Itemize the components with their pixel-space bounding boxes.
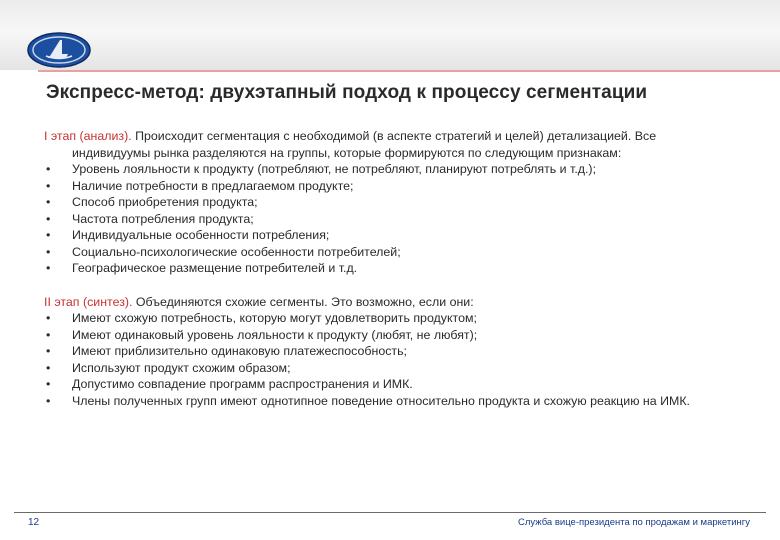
list-item: • Имеют схожую потребность, которую могут удовлетворить продуктом;	[44, 310, 734, 327]
page-number: 12	[28, 517, 40, 528]
stage2-label: II этап (синтез).	[44, 294, 133, 309]
stage1-label: I этап (анализ).	[44, 129, 132, 143]
list-item: • Частота потребления продукта;	[44, 211, 734, 228]
footer-divider	[14, 512, 766, 513]
stage1-intro	[44, 128, 734, 161]
title-divider	[38, 70, 780, 72]
list-item: • Индивидуальные особенности потребления;	[44, 227, 734, 244]
stage1-list	[44, 161, 734, 277]
list-item: • Допустимо совпадение программ распространения и ИМК.	[44, 376, 734, 393]
list-item: • Социально-психологические особенности потребителей;	[44, 244, 734, 261]
footer-department: Служба вице-президента по продажам и маркетингу	[517, 517, 750, 528]
stage2-intro	[44, 294, 734, 311]
page-title: Экспресс-метод: двухэтапный подход к процессу сегментации	[46, 82, 648, 103]
list-item: • Имеют приблизительно одинаковую платежеспособность;	[44, 343, 734, 360]
list-item: • Географическое размещение потребителей и т.д.	[44, 260, 734, 277]
list-item: • Имеют одинаковый уровень лояльности к продукту (любят, не любят);	[44, 327, 734, 344]
list-item: • Используют продукт схожим образом;	[44, 360, 734, 377]
list-item: • Наличие потребности в предлагаемом продукте;	[44, 178, 734, 195]
lada-boat-logo-icon	[26, 30, 92, 70]
list-item: • Члены полученных групп имеют однотипное поведение относительно продукта и схожую реакцию на ИМК.	[44, 393, 734, 410]
slide-content	[44, 128, 734, 409]
section-gap	[44, 277, 734, 294]
header-band	[0, 0, 780, 70]
stage2-text: Объединяются схожие сегменты. Это возможно, если они:	[132, 294, 474, 309]
stage2-list	[44, 310, 734, 409]
list-item: • Способ приобретения продукта;	[44, 194, 734, 211]
list-item: • Уровень лояльности к продукту (потребляют, не потребляют, планируют потреблять и т.д.);	[44, 161, 734, 178]
stage1-text: Происходит сегментация с необходимой (в аспекте стратегий и целей) детализацией. Все индивидуумы рынка разделяются на группы, которые формируются по следующим признакам:	[72, 129, 657, 160]
